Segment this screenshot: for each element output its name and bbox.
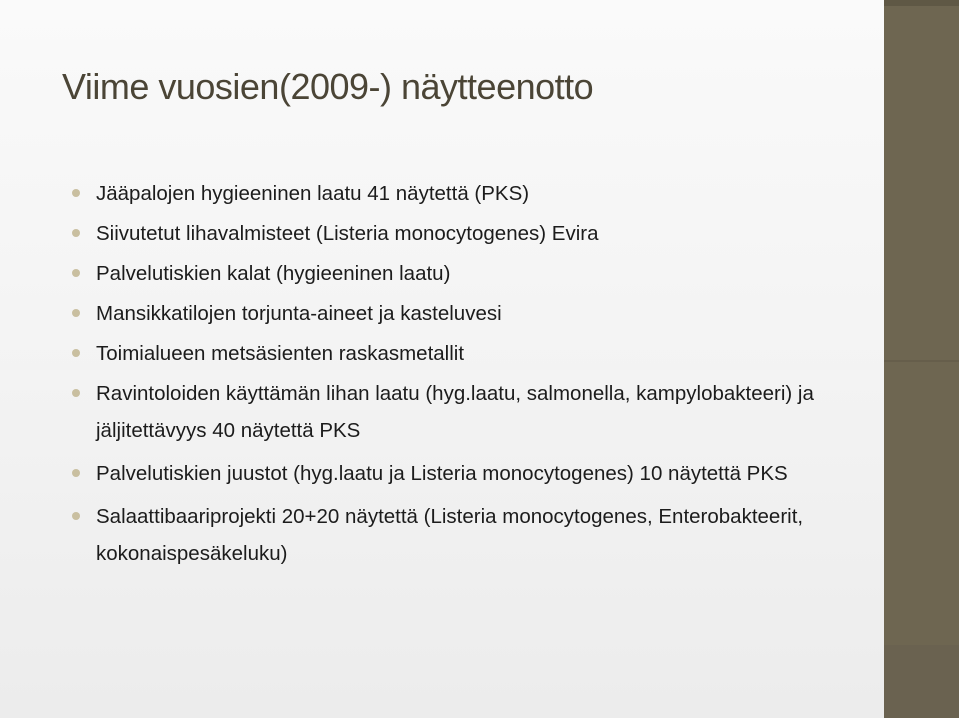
- bullet-item-4: [72, 295, 872, 332]
- bullet-item-6: [72, 375, 872, 449]
- bullet-list: [72, 175, 872, 578]
- bullet-dot-icon: [72, 512, 80, 520]
- bullet-text: Siivutetut lihavalmisteet (Listeria monocytogenes) Evira: [96, 222, 599, 245]
- decorative-side-bar: [884, 0, 959, 718]
- bullet-dot-icon: [72, 229, 80, 237]
- bullet-text: Ravintoloiden käyttämän lihan laatu (hyg.laatu, salmonella, kampylobakteeri) ja jäljitettävyys 40 näytettä PKS: [96, 382, 814, 442]
- bullet-text: Salaattibaariprojekti 20+20 näytettä (Listeria monocytogenes, Enterobakteerit, kokonaispesäkeluku): [96, 505, 804, 565]
- bullet-item-5: [72, 335, 872, 372]
- bullet-text: Palvelutiskien juustot (hyg.laatu ja Listeria monocytogenes) 10 näytettä PKS: [96, 462, 788, 485]
- bullet-dot-icon: [72, 349, 80, 357]
- side-bar-top-band: [884, 0, 959, 6]
- bullet-item-2: [72, 215, 872, 252]
- side-bar-bottom-band: [884, 645, 959, 718]
- bullet-item-3: [72, 255, 872, 292]
- bullet-dot-icon: [72, 309, 80, 317]
- bullet-dot-icon: [72, 389, 80, 397]
- bullet-item-7: [72, 455, 872, 492]
- bullet-text: Jääpalojen hygieeninen laatu 41 näytettä (PKS): [96, 182, 530, 205]
- bullet-text: Mansikkatilojen torjunta-aineet ja kasteluvesi: [96, 302, 502, 325]
- bullet-item-1: [72, 175, 872, 212]
- slide-title: Viime vuosien(2009-) näytteenotto: [62, 66, 594, 107]
- bullet-dot-icon: [72, 269, 80, 277]
- bullet-dot-icon: [72, 189, 80, 197]
- bullet-dot-icon: [72, 469, 80, 477]
- bullet-text: Toimialueen metsäsienten raskasmetallit: [96, 342, 465, 365]
- bullet-item-8: [72, 498, 872, 572]
- side-bar-mid-line: [884, 360, 959, 362]
- bullet-text: Palvelutiskien kalat (hygieeninen laatu): [96, 262, 451, 285]
